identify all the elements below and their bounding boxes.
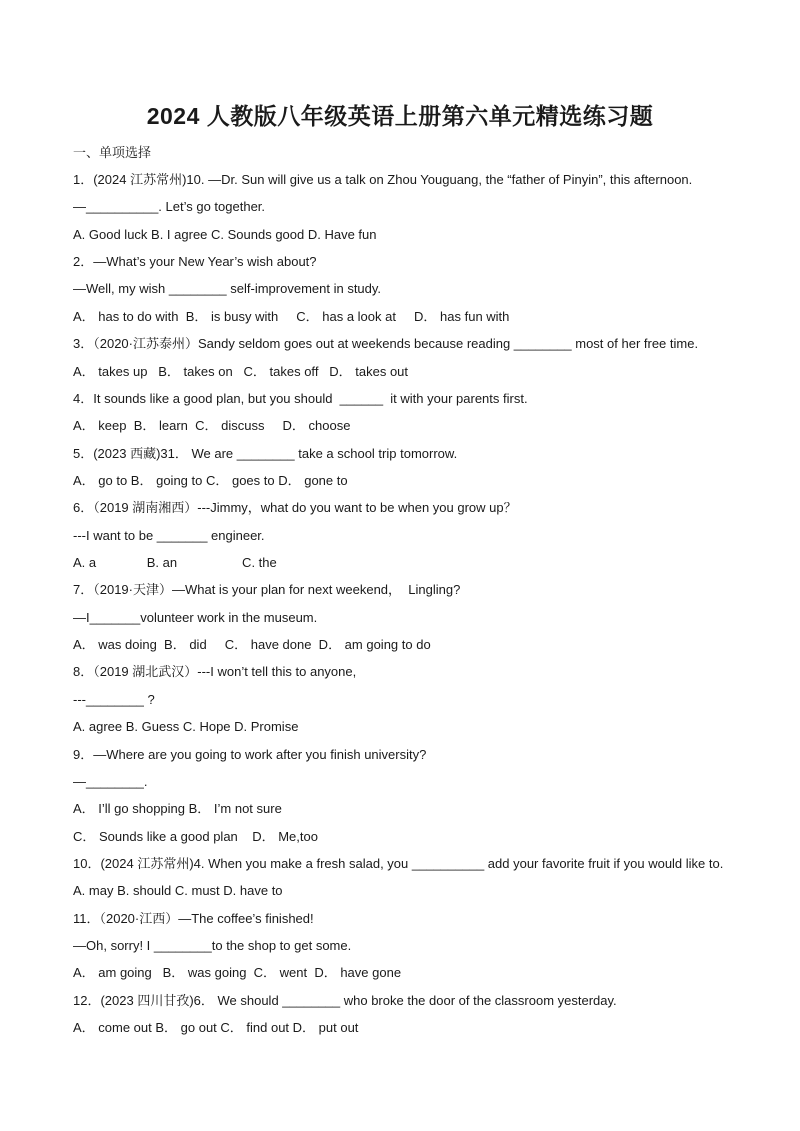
question-line: 1．(2024 江苏常州)10. —Dr. Sun will give us a talk on Zhou Youguang, the “father of Pinyin”, this afternoon. bbox=[73, 172, 693, 187]
question-line: A． keep B． learn C． discuss D． choose bbox=[73, 418, 351, 434]
question-line: ---________ ? bbox=[73, 691, 155, 707]
question-line: A. a B. an C. the bbox=[73, 555, 277, 571]
question-line: 12．(2023 四川甘孜)6． We should ________ who broke the door of the classroom yesterday. bbox=[73, 992, 617, 1008]
question-line: 10．(2024 江苏常州)4. When you make a fresh salad, you __________ add your favorite fruit if you would like to. bbox=[73, 855, 724, 871]
question-line: 9．—Where are you going to work after you finish university? bbox=[73, 746, 427, 762]
question-line: 7．（2019·天津）—What is your plan for next weekend， Lingling? bbox=[73, 582, 461, 598]
question-line: —Well, my wish ________ self-improvement in study. bbox=[73, 281, 382, 297]
question-line: 5．(2023 西藏)31． We are ________ take a school trip tomorrow. bbox=[73, 445, 458, 461]
question-line: —________. bbox=[73, 773, 148, 789]
question-line: 8．（2019 湖北武汉）---I won’t tell this to anyone, bbox=[73, 664, 357, 680]
question-line: 11．（2020·江西）—The coffee’s finished! bbox=[73, 910, 314, 926]
question-line: C． Sounds like a good plan D． Me,too bbox=[73, 828, 318, 844]
question-line: A． go to B． going to C． goes to D． gone to bbox=[73, 472, 348, 488]
question-line: 3．（2020·江苏泰州）Sandy seldom goes out at weekends because reading ________ most of her free time. bbox=[73, 336, 699, 352]
question-line: 2．—What’s your New Year’s wish about? bbox=[73, 254, 317, 270]
question-line: A. Good luck B. I agree C. Sounds good D. Have fun bbox=[73, 226, 377, 242]
question-line: —I_______volunteer work in the museum. bbox=[73, 609, 318, 625]
question-line: —__________. Let’s go together. bbox=[73, 199, 266, 215]
question-line: —Oh, sorry! I ________to the shop to get some. bbox=[73, 938, 352, 954]
question-line: A． takes up B． takes on C． takes off D． takes out bbox=[73, 363, 409, 379]
section-heading: 一、单项选择 bbox=[73, 145, 152, 160]
question-line: A. agree B. Guess C. Hope D. Promise bbox=[73, 719, 299, 735]
question-line: ---I want to be _______ engineer. bbox=[73, 527, 265, 543]
question-line: A． I’ll go shopping B． I’m not sure bbox=[73, 801, 282, 817]
question-list bbox=[73, 170, 773, 1046]
question-line: A． was doing B． did C． have done D． am going to do bbox=[73, 637, 431, 653]
question-line: 6．（2019 湖南湘西）---Jimmy，what do you want to be when you grow up？ bbox=[73, 500, 517, 516]
question-line: A． come out B． go out C． find out D． put out bbox=[73, 1020, 359, 1036]
question-line: 4．It sounds like a good plan, but you should ______ it with your parents first. bbox=[73, 390, 528, 406]
document-title: 2024 人教版八年级英语上册第六单元精选练习题 bbox=[146, 103, 654, 129]
question-line: A． am going B． was going C． went D． have gone bbox=[73, 965, 402, 981]
question-line: A. may B. should C. must D. have to bbox=[73, 883, 283, 899]
question-line: A． has to do with B． is busy with C． has a look at D． has fun with bbox=[73, 308, 510, 324]
